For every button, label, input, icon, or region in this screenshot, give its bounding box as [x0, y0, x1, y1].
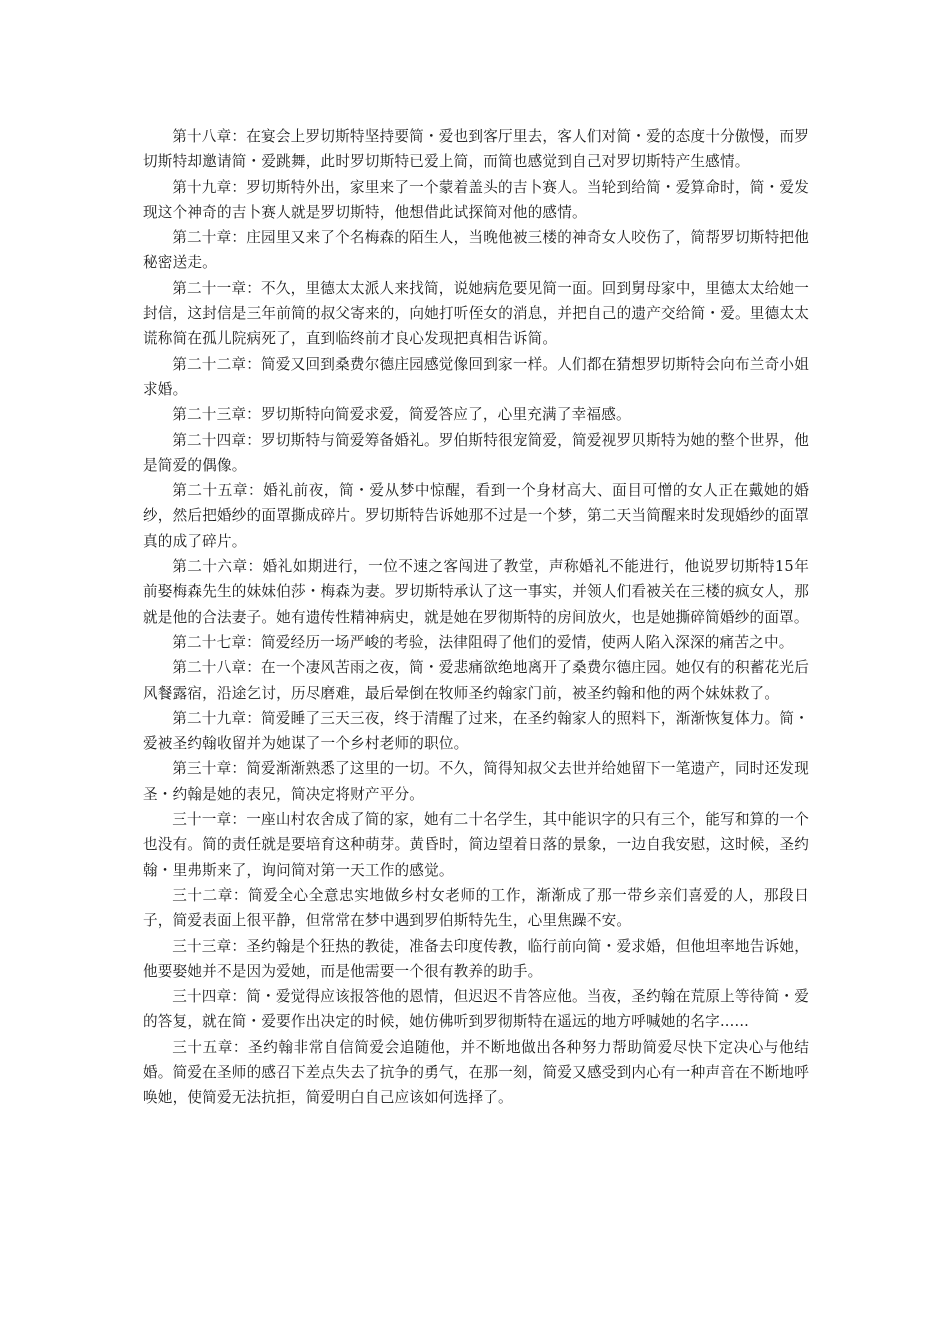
paragraph-chapter-18: 第十八章：在宴会上罗切斯特坚持要简・爱也到客厅里去，客人们对简・爱的态度十分傲慢，而罗切斯特却邀请简・爱跳舞，此时罗切斯特已爱上简，而简也感觉到自己对罗切斯特产生感情。: [143, 128, 809, 171]
paragraph-chapter-35: 三十五章：圣约翰非常自信简爱会追随他，并不断地做出各种努力帮助简爱尽快下定决心与他结婚。简爱在圣师的感召下差点失去了抗争的勇气，在那一刻，简爱又感受到内心有一种声音在不断地呼唤她，使简爱无法抗拒，简爱明白自己应该如何选择了。: [143, 1038, 809, 1107]
paragraph-chapter-30: 第三十章：简爱渐渐熟悉了这里的一切。不久，简得知叔父去世并给她留下一笔遗产，同时还发现圣・约翰是她的表兄，简决定将财产平分。: [143, 760, 809, 803]
paragraph-chapter-24: 第二十四章：罗切斯特与简爱筹备婚礼。罗伯斯特很宠简爱，简爱视罗贝斯特为她的整个世界，他是简爱的偶像。: [143, 431, 809, 474]
paragraph-chapter-29: 第二十九章：简爱睡了三天三夜，终于清醒了过来，在圣约翰家人的照料下，渐渐恢复体力。简・爱被圣约翰收留并为她谋了一个乡村老师的职位。: [143, 709, 809, 753]
paragraph-chapter-19: 第十九章：罗切斯特外出，家里来了一个蒙着盖头的吉卜赛人。当轮到给简・爱算命时，简・爱发现这个神奇的吉卜赛人就是罗切斯特，他想借此试探简对他的感情。: [143, 178, 809, 221]
paragraph-chapter-23: 第二十三章：罗切斯特向简爱求爱，简爱答应了，心里充满了幸福感。: [172, 406, 631, 424]
paragraph-chapter-20: 第二十章：庄园里又来了个名梅森的陌生人，当晚他被三楼的神奇女人咬伤了，简帮罗切斯特把他秘密送走。: [143, 229, 809, 272]
paragraph-chapter-27: 第二十七章：简爱经历一场严峻的考验，法律阻碍了他们的爱情，使两人陷入深深的痛苦之中。: [172, 633, 794, 651]
paragraph-chapter-34: 三十四章：简・爱觉得应该报答他的恩情，但迟迟不肯答应他。当夜，圣约翰在荒原上等待简・爱的答复，就在简・爱要作出决定的时候，她仿佛听到罗彻斯特在遥远的地方呼喊她的名字......: [143, 988, 809, 1031]
paragraph-chapter-33: 三十三章：圣约翰是个狂热的教徒，准备去印度传教，临行前向简・爱求婚，但他坦率地告诉她，他要娶她并不是因为爱她，而是他需要一个很有教养的助手。: [143, 937, 809, 980]
paragraph-chapter-26: 第二十六章：婚礼如期进行，一位不速之客闯进了教堂，声称婚礼不能进行，他说罗切斯特15年前娶梅森先生的妹妹伯莎・梅森为妻。罗切斯特承认了这一事实，并领人们看被关在三楼的疯女人，那就是他的合法妻子。她有遗传性精神病史，就是她在罗彻斯特的房间放火，也是她撕碎简婚纱的面罩。: [143, 558, 809, 626]
paragraph-chapter-21: 第二十一章：不久，里德太太派人来找简，说她病危要见简一面。回到舅母家中，里德太太给她一封信，这封信是三年前简的叔父寄来的，向她打听侄女的消息，并把自己的遗产交给简・爱。里德太太谎称简在孤儿院病死了，直到临终前才良心发现把真相告诉简。: [143, 279, 809, 348]
paragraph-chapter-32: 三十二章：简爱全心全意忠实地做乡村女老师的工作，渐渐成了那一带乡亲们喜爱的人，那段日子，简爱表面上很平静，但常常在梦中遇到罗伯斯特先生，心里焦躁不安。: [143, 886, 809, 930]
paragraph-chapter-31: 三十一章：一座山村农舍成了简的家，她有二十名学生，其中能识字的只有三个，能写和算的一个也没有。简的责任就是要培育这种萌芽。黄昏时，简边望着日落的景象，一边自我安慰，这时候，圣约翰・里弗斯来了，询问简对第一天工作的感觉。: [143, 811, 809, 879]
document-page: [143, 124, 809, 1111]
paragraph-chapter-25: 第二十五章：婚礼前夜，简・爱从梦中惊醒，看到一个身材高大、面目可憎的女人正在戴她的婚纱，然后把婚纱的面罩撕成碎片。罗切斯特告诉她那不过是一个梦，第二天当简醒来时发现婚纱的面罩真的成了碎片。: [143, 482, 809, 550]
paragraph-chapter-28: 第二十八章：在一个凄风苦雨之夜，简・爱悲痛欲绝地离开了桑费尔德庄园。她仅有的积蓄花光后风餐露宿，沿途乞讨，历尽磨难，最后晕倒在牧师圣约翰家门前，被圣约翰和他的两个妹妹救了。: [143, 659, 809, 702]
paragraph-chapter-22: 第二十二章：简爱又回到桑费尔德庄园感觉像回到家一样。人们都在猜想罗切斯特会向布兰奇小姐求婚。: [143, 355, 809, 398]
